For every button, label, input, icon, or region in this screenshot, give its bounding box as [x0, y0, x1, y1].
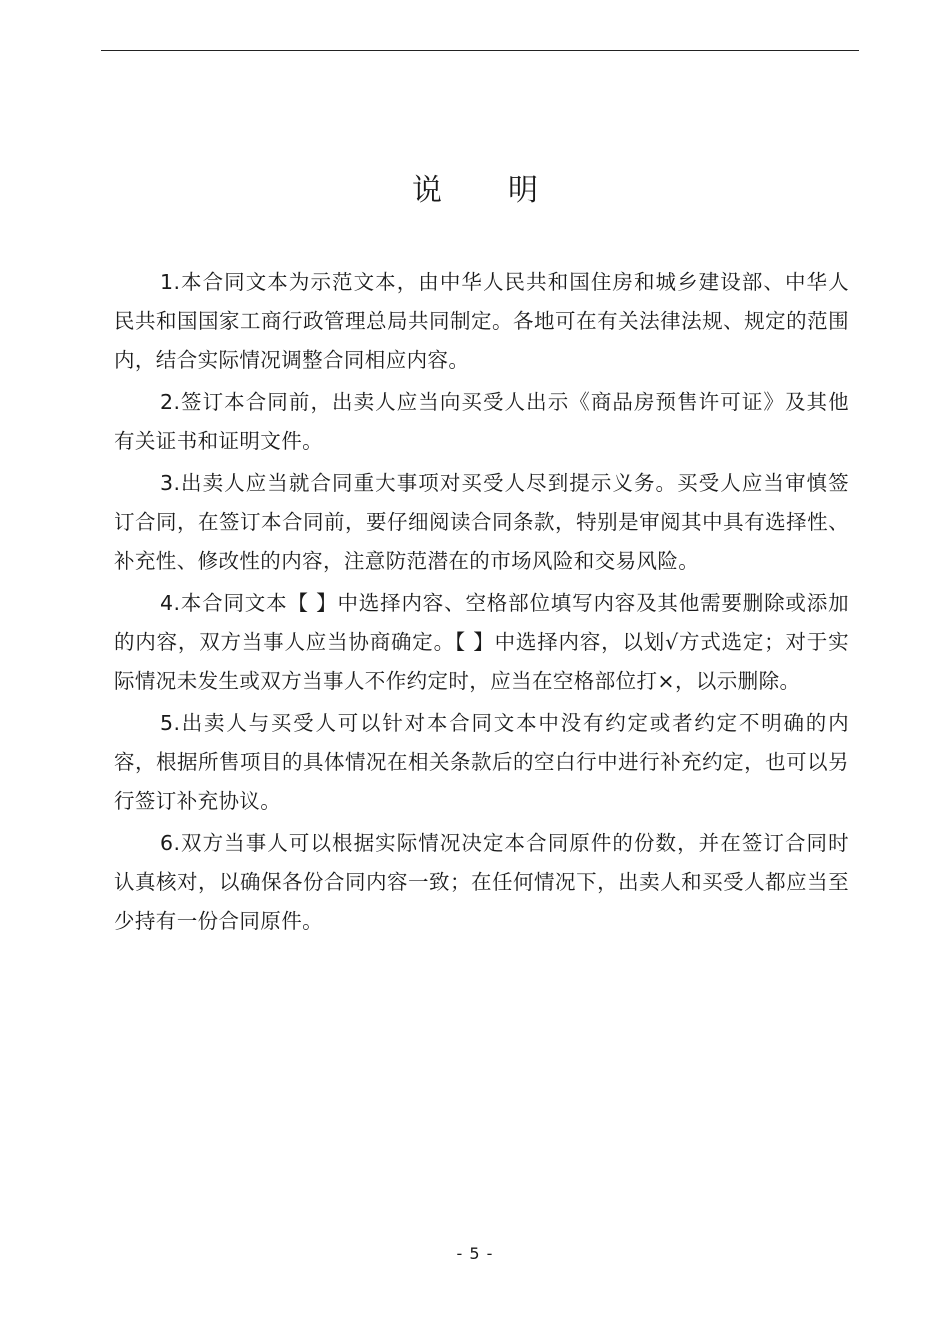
paragraph-1: 1.本合同文本为示范文本，由中华人民共和国住房和城乡建设部、中华人民共和国国家工商行政管理总局共同制定。各地可在有关法律法规、规定的范围内，结合实际情况调整合同相应内容。 [114, 270, 849, 372]
paragraph-2: 2.签订本合同前，出卖人应当向买受人出示《商品房预售许可证》及其他有关证书和证明文件。 [114, 390, 849, 453]
page-number: - 5 - [456, 1244, 494, 1263]
header-rule [101, 50, 859, 51]
page-title-char-1: 说 [412, 173, 442, 208]
paragraph-4: 4.本合同文本【 】中选择内容、空格部位填写内容及其他需要删除或添加的内容，双方当事人应当协商确定。【 】中选择内容，以划√方式选定；对于实际情况未发生或双方当事人不作约定时，应当在空格部位打×，以示删除。 [114, 591, 849, 693]
document-body [114, 263, 849, 944]
page-title-char-2: 明 [508, 173, 538, 208]
paragraph-5: 5.出卖人与买受人可以针对本合同文本中没有约定或者约定不明确的内容，根据所售项目的具体情况在相关条款后的空白行中进行补充约定，也可以另行签订补充协议。 [114, 711, 849, 813]
paragraph-3: 3.出卖人应当就合同重大事项对买受人尽到提示义务。买受人应当审慎签订合同，在签订本合同前，要仔细阅读合同条款，特别是审阅其中具有选择性、补充性、修改性的内容，注意防范潜在的市场风险和交易风险。 [114, 471, 849, 573]
page-title [0, 168, 950, 214]
paragraph-6: 6.双方当事人可以根据实际情况决定本合同原件的份数，并在签订合同时认真核对，以确保各份合同内容一致；在任何情况下，出卖人和买受人都应当至少持有一份合同原件。 [114, 831, 849, 933]
